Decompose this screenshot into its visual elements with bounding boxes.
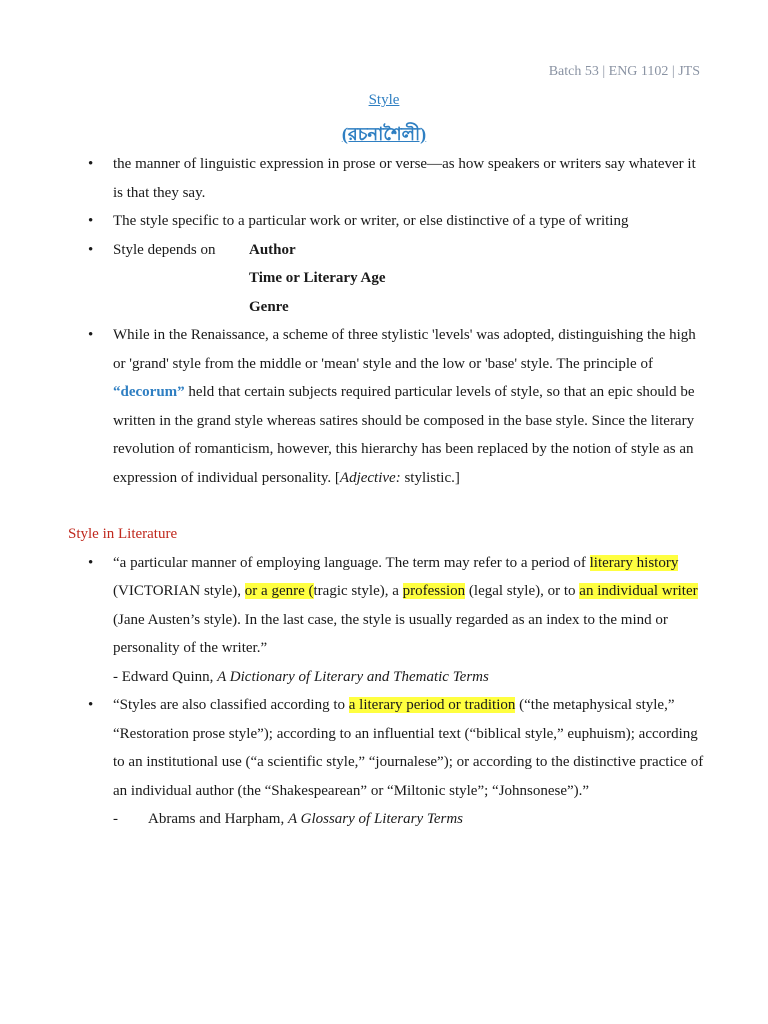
list-item: [68, 321, 708, 492]
quote-attribution: [113, 663, 708, 692]
definition-list: [68, 150, 708, 492]
highlight: an individual writer: [579, 583, 698, 599]
quote-text: “a particular manner of employing language. The term may refer to a period of: [113, 554, 590, 571]
highlight: or a genre (: [244, 583, 314, 599]
quote-text: tragic style), a: [313, 583, 403, 599]
decorum-term: “decorum”: [113, 384, 185, 400]
list-item: [68, 549, 708, 692]
depends-item: Time or Literary Age: [249, 270, 386, 286]
quote-attribution: [113, 805, 708, 834]
attribution-text: - Edward Quinn,: [113, 668, 218, 685]
quote-text: “Styles are also classified according to: [113, 697, 349, 713]
quote-list: [68, 549, 708, 834]
highlight: profession: [402, 583, 466, 599]
depends-item: Genre: [249, 298, 289, 315]
quote-text: (Jane Austen’s style). In the last case, the style is usually regarded as an index to the mind or personality of the writer.”: [113, 611, 668, 656]
list-item: [68, 207, 708, 236]
depends-item: Author: [249, 241, 296, 258]
highlight: a literary period or tradition: [348, 697, 516, 713]
style-depends: [113, 236, 708, 322]
quote-text: (VICTORIAN style),: [113, 583, 245, 599]
bullet-text: held that certain subjects required particular levels of style, so that an epic should be written in the grand style whereas satires should be composed in the base style. Since the literary revolution of romanticism, however, this hierarchy has been replaced by the notion of style as an expression of individual personality. [: [113, 384, 695, 486]
depends-values: [249, 236, 386, 322]
section-heading: Style in Literature: [68, 526, 178, 542]
book-title: A Dictionary of Literary and Thematic Terms: [217, 668, 489, 685]
attribution-dash: -: [113, 811, 118, 827]
attribution-text: Abrams and Harpham,: [148, 811, 288, 827]
page-title: Style: [368, 92, 400, 108]
bullet-text: stylistic.]: [400, 469, 460, 486]
book-title: A Glossary of Literary Terms: [287, 811, 463, 827]
bullet-text: the manner of linguistic expression in prose or verse—as how speakers or writers say whatever it is that they say.: [113, 156, 696, 201]
bullet-text: The style specific to a particular work or writer, or else distinctive of a type of writing: [113, 213, 629, 229]
page-subtitle: (রচনাশৈলী): [341, 124, 427, 144]
quote-text: (legal style), or to: [465, 583, 580, 599]
list-item: [68, 236, 708, 322]
document-body: [68, 150, 708, 834]
highlight: literary history: [589, 554, 679, 571]
bullet-text: While in the Renaissance, a scheme of three stylistic 'levels' was adopted, distinguishing the high or 'grand' style from the middle or 'mean' style and the low or 'base' style. The principle of: [113, 327, 696, 372]
page-header: Batch 53 | ENG 1102 | JTS: [548, 64, 700, 79]
list-item: [68, 150, 708, 207]
adjective-label: Adjective:: [339, 469, 401, 486]
depends-label: • Style depends on: [113, 241, 216, 258]
quote-text: (“the metaphysical style,” “Restoration prose style”); according to an influential text (“biblical style,” euphuism); according to an institutional use (“a scientific style,” “journalese”); or according to the distinctive practice of an individual author (the “Shakespearean” or “Miltonic style”; “Johnsonese”).”: [113, 697, 704, 799]
list-item: [68, 691, 708, 834]
